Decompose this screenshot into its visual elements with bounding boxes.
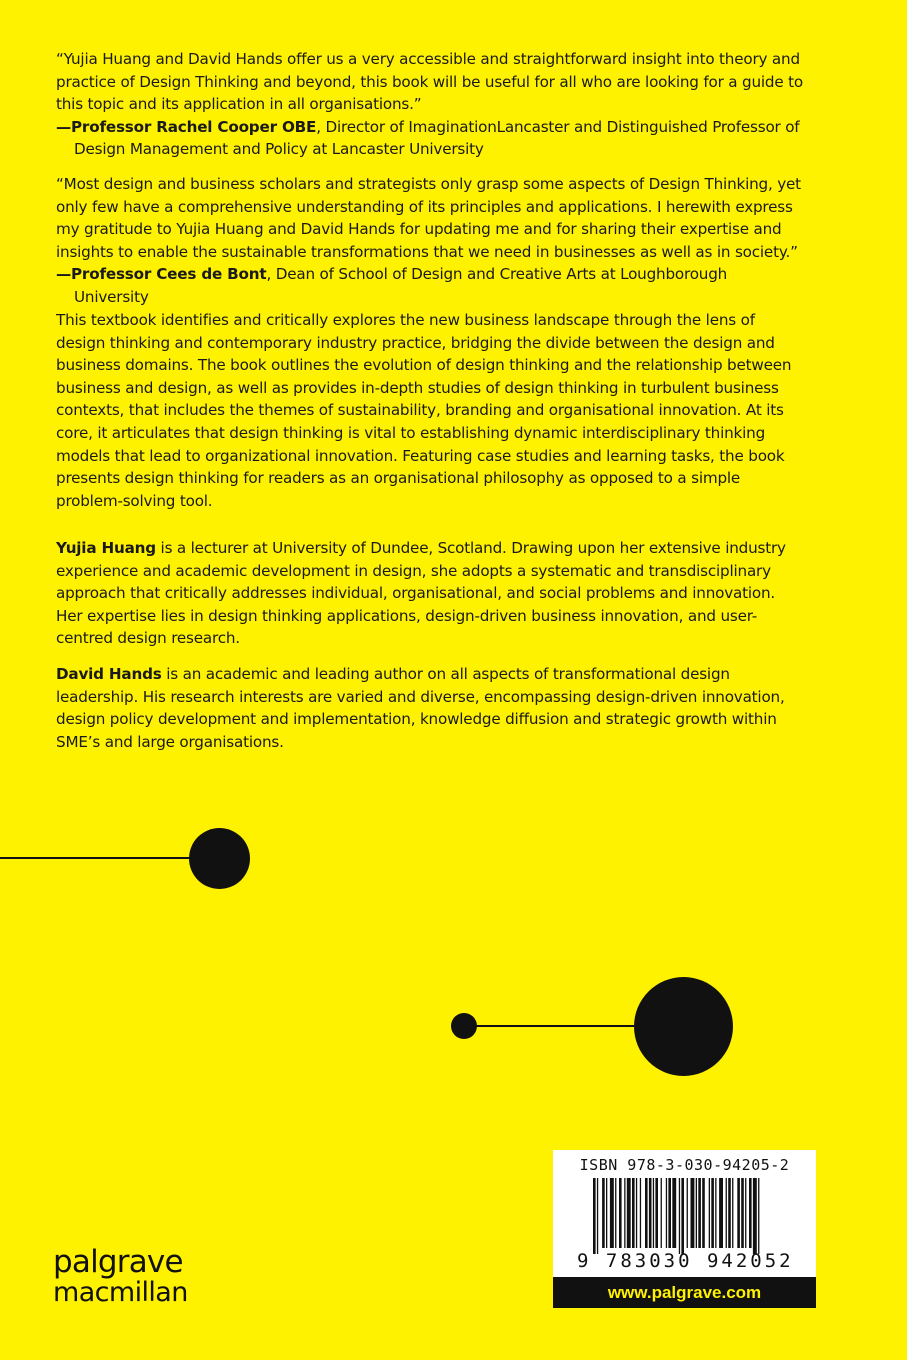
author-name: David Hands <box>56 665 162 683</box>
barcode-bar <box>711 1178 714 1248</box>
quote-rachel-cooper <box>56 48 806 161</box>
barcode-bar <box>593 1178 596 1254</box>
quote-text: “Yujia Huang and David Hands offer us a very accessible and straightforward insight into theory and practice of Design Thinking and beyond, this book will be useful for all who are looking for a guide to this topic and its application in all organisations.” <box>56 50 803 114</box>
bio-text <box>56 663 806 753</box>
barcode-bar <box>661 1178 662 1248</box>
barcode-bar <box>649 1178 652 1248</box>
author-name: Yujia Huang <box>56 539 156 557</box>
barcode-bar <box>619 1178 622 1248</box>
quote-affiliation: , Director of ImaginationLancaster and Distinguished Professor of Design Management and Policy at Lancaster University <box>74 117 800 159</box>
barcode-bar <box>645 1178 648 1248</box>
barcode-bar <box>672 1178 676 1248</box>
barcode-bar <box>715 1178 716 1248</box>
quote-text: “Most design and business scholars and strategists only grasp some aspects of Design Thinking, yet only few have a comprehensive understanding of its principles and applications. I herewith express my gratitude to Yujia Huang and David Hands for updating me and for sharing their expertise and insights to enable the sustainable transformations that we need in businesses as well as in society.” <box>56 175 801 261</box>
barcode-bar <box>687 1178 688 1248</box>
barcode-bar <box>709 1178 710 1248</box>
barcode-bar <box>749 1178 752 1248</box>
barcode-bars <box>593 1178 805 1254</box>
barcode-bar <box>728 1178 731 1248</box>
barcode-bar <box>732 1178 733 1248</box>
barcode-bar <box>653 1178 654 1248</box>
decor-dot-large-left <box>189 828 250 889</box>
barcode-bar <box>696 1178 697 1248</box>
quote-cees-de-bont <box>56 173 806 309</box>
isbn-label: ISBN 978-3-030-94205-2 <box>579 1156 790 1174</box>
barcode-bar <box>698 1178 701 1248</box>
description-text: This textbook identifies and critically explores the new business landscape through the lens of design thinking and contemporary industry practice, bridging the divide between the design and business domains. The book outlines the evolution of design thinking and the relationship between business and design, as well as provides in-depth studies of design thinking in turbulent business contexts, that includes the themes of sustainability, branding and organisational innovation. At its core, it articulates that design thinking is vital to establishing dynamic interdisciplinary thinking models that lead to organizational innovation. Featuring case studies and learning tasks, the book presents design thinking for readers as an organisational philosophy as opposed to a simple problem-solving tool. <box>56 311 792 510</box>
quote-affiliation: , Dean of School of Design and Creative Arts at Loughborough University <box>74 265 728 306</box>
author-bio-yujia-huang <box>56 537 806 650</box>
quote-author: —Professor Rachel Cooper OBE <box>56 117 317 136</box>
barcode-bar <box>741 1178 744 1248</box>
logo-palgrave: palgrave <box>53 1244 183 1280</box>
barcode-bar <box>615 1178 616 1248</box>
barcode-bar <box>668 1178 671 1248</box>
quote-attribution <box>56 263 806 308</box>
author-bio-david-hands <box>56 663 806 753</box>
barcode-bar <box>753 1178 757 1254</box>
decor-line-right <box>476 1025 638 1027</box>
bio-body: is an academic and leading author on all aspects of transformational design leadership. His research interests are varied and diverse, encompassing design-driven innovation, design policy development and implementation, knowledge diffusion and strategic growth within SME’s and large organisations. <box>56 665 785 751</box>
barcode-bar <box>691 1178 695 1248</box>
bio-text <box>56 537 806 650</box>
barcode-bar <box>610 1178 614 1248</box>
bio-body: is a lecturer at University of Dundee, Scotland. Drawing upon her extensive industry experience and academic development in design, she adopts a systematic and transdisciplinary approach that critically addresses individual, organisational, and social problems and innovation. Her expertise lies in design thinking applications, design-driven business innovation, and user-centred design research. <box>56 539 786 648</box>
logo-macmillan: macmillan <box>53 1277 188 1308</box>
barcode-bar <box>606 1178 607 1248</box>
publisher-url: www.palgrave.com <box>553 1277 816 1308</box>
isbn-barcode <box>553 1150 816 1277</box>
decor-line-left <box>0 857 195 859</box>
barcode-bar <box>719 1178 723 1248</box>
barcode-bar <box>745 1178 746 1248</box>
barcode-digits: 9 783030 942052 <box>577 1250 794 1272</box>
quote-author: —Professor Cees de Bont <box>56 265 267 284</box>
palgrave-macmillan-logo <box>53 1246 188 1308</box>
barcode-bar <box>632 1178 635 1248</box>
book-description <box>56 309 806 512</box>
barcode-bar <box>655 1178 658 1248</box>
decor-dot-large-right <box>634 977 733 1076</box>
barcode-bar <box>679 1178 680 1254</box>
barcode-bar <box>636 1178 637 1248</box>
barcode-bar <box>624 1178 625 1248</box>
decor-dot-small <box>451 1013 477 1039</box>
barcode-bar <box>627 1178 631 1248</box>
barcode-bar <box>597 1178 598 1254</box>
barcode-bar <box>602 1178 605 1248</box>
barcode-bar <box>758 1178 759 1254</box>
barcode-bar <box>737 1178 740 1248</box>
barcode-bar <box>726 1178 727 1248</box>
quote-attribution <box>56 116 806 161</box>
barcode-bar <box>681 1178 684 1254</box>
barcode-bar <box>666 1178 667 1248</box>
barcode-bar <box>702 1178 705 1248</box>
barcode-bar <box>640 1178 641 1248</box>
